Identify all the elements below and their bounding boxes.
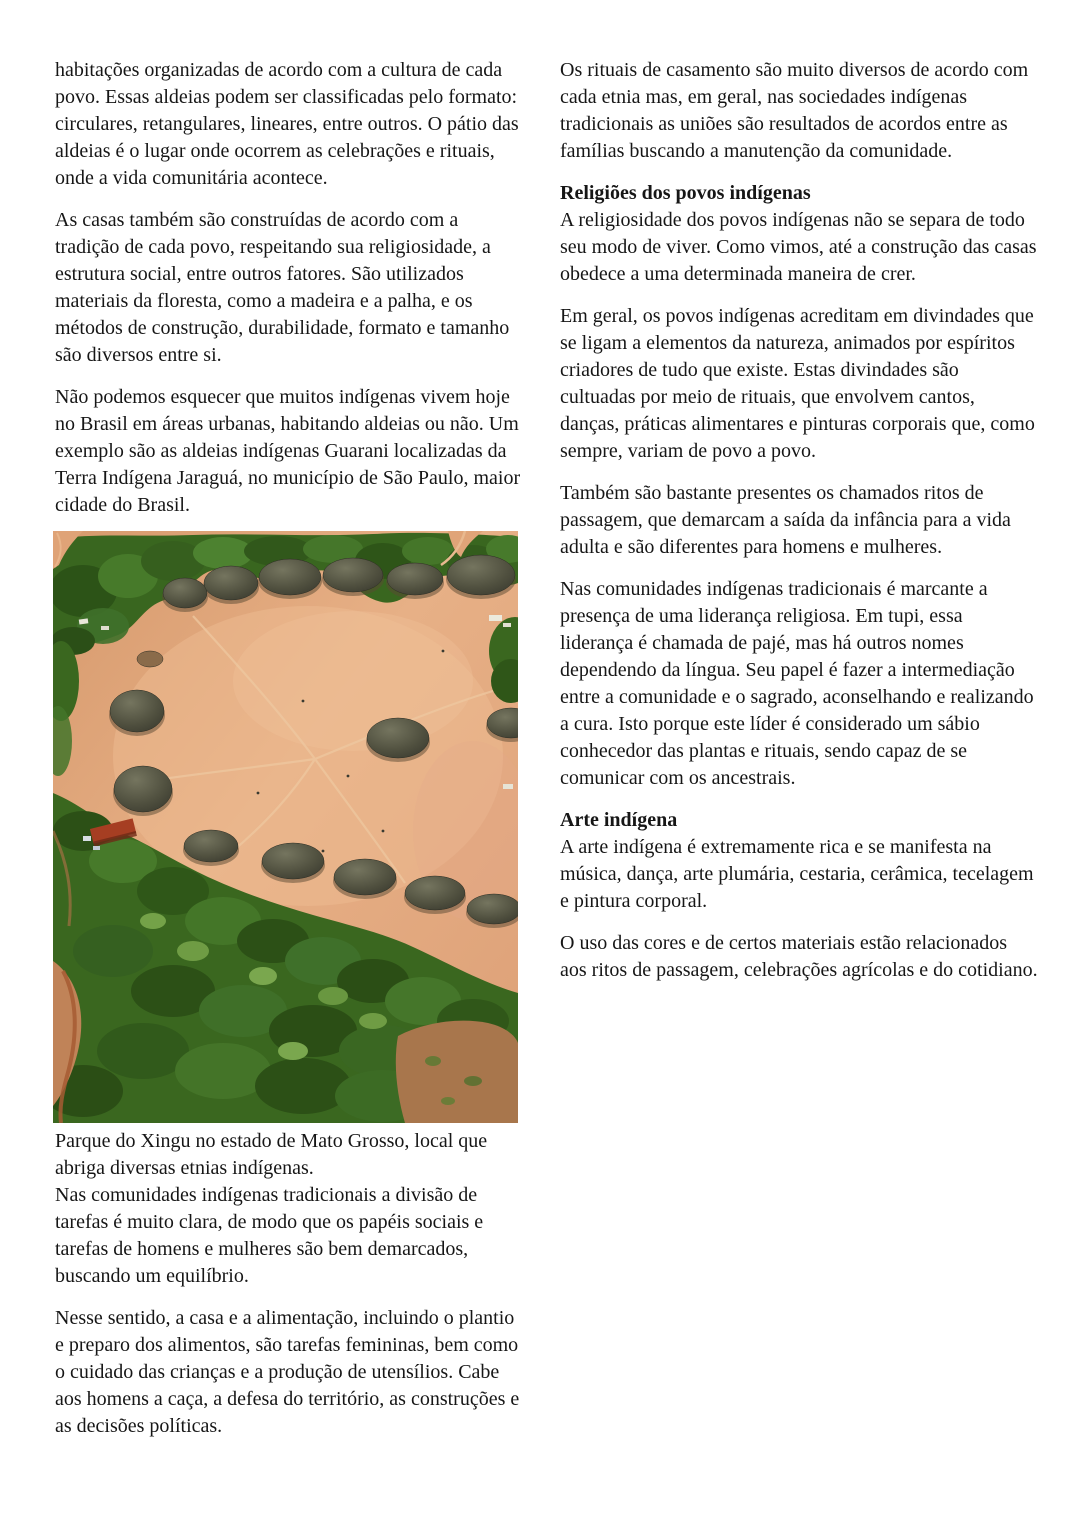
paragraph-divindades: Em geral, os povos indígenas acreditam em divindades que se ligam a elementos da natureza, animados por espíritos criadores de tudo que existe. Estas divindades são cultuadas por meio de rituais, que envolvem cantos, danças, práticas alimentares e pinturas corporais que, como sempre, variam de povo a povo.: [560, 305, 1035, 462]
section-heading-religioes: Religiões dos povos indígenas: [560, 182, 811, 204]
xingu-aerial-illustration: [53, 531, 518, 1123]
paragraph-areas-urbanas: Não podemos esquecer que muitos indígenas vivem hoje no Brasil em áreas urbanas, habitando aldeias ou não. Um exemplo são as aldeias indígenas Guarani localizadas da Terra Indígena Jaraguá, no município de São Paulo, maior cidade do Brasil.: [55, 386, 521, 516]
right-column: [560, 57, 1038, 999]
photo-caption-block: [55, 1128, 525, 1290]
paragraph-tarefas-homens-mulheres: Nesse sentido, a casa e a alimentação, incluindo o plantio e preparo dos alimentos, são tarefas femininas, bem como o cuidado das crianças e a produção de utensílios. Cabe aos homens a caça, a defesa do território, as construções e as decisões políticas.: [55, 1307, 520, 1437]
paragraph-casas: As casas também são construídas de acordo com a tradição de cada povo, respeitando sua religiosidade, a estrutura social, entre outros fatores. São utilizados materiais da floresta, como a madeira e a palha, e os métodos de construção, durabilidade, formato e tamanho são diversos entre si.: [55, 209, 510, 366]
paragraph-habitacoes: habitações organizadas de acordo com a cultura de cada povo. Essas aldeias podem ser classificadas pelo formato: circulares, retangulares, lineares, entre outros. O pátio das aldeias é o lugar onde ocorrem as celebrações e rituais, onde a vida comunitária acontece.: [55, 59, 519, 189]
paragraph-arte-indigena: A arte indígena é extremamente rica e se manifesta na música, dança, arte plumária, cestaria, cerâmica, tecelagem e pintura corporal.: [560, 836, 1034, 912]
paragraph-religiosidade: A religiosidade dos povos indígenas não se separa de todo seu modo de viver. Como vimos, até a construção das casas obedece a uma determinada maneira de crer.: [560, 209, 1037, 285]
xingu-village-photo: [53, 531, 518, 1123]
left-column: [55, 57, 525, 1455]
photo-caption: Parque do Xingu no estado de Mato Grosso, local que abriga diversas etnias indígenas.: [55, 1130, 488, 1179]
paragraph-ritos-passagem: Também são bastante presentes os chamados ritos de passagem, que demarcam a saída da infância para a vida adulta e são diferentes para homens e mulheres.: [560, 482, 1011, 558]
paragraph-uso-cores: O uso das cores e de certos materiais estão relacionados aos ritos de passagem, celebrações agrícolas e do cotidiano.: [560, 932, 1038, 981]
paragraph-rituais-casamento: Os rituais de casamento são muito diversos de acordo com cada etnia mas, em geral, nas sociedades indígenas tradicionais as uniões são resultados de acordos entre as famílias buscando a manutenção da comunidade.: [560, 59, 1029, 162]
section-heading-arte: Arte indígena: [560, 809, 678, 831]
paragraph-divisao-tarefas: Nas comunidades indígenas tradicionais a divisão de tarefas é muito clara, de modo que os papéis sociais e tarefas de homens e mulheres são bem demarcados, buscando um equilíbrio.: [55, 1184, 484, 1287]
paragraph-paje: Nas comunidades indígenas tradicionais é marcante a presença de uma liderança religiosa. Em tupi, essa liderança é chamada de pajé, mas há outros nomes dependendo da língua. Seu papel é fazer a intermediação entre a comunidade e o sagrado, aconselhando e realizando a cura. Isto porque este líder é considerado um sábio conhecedor das plantas e rituais, sendo capaz de se comunicar com os ancestrais.: [560, 578, 1034, 789]
